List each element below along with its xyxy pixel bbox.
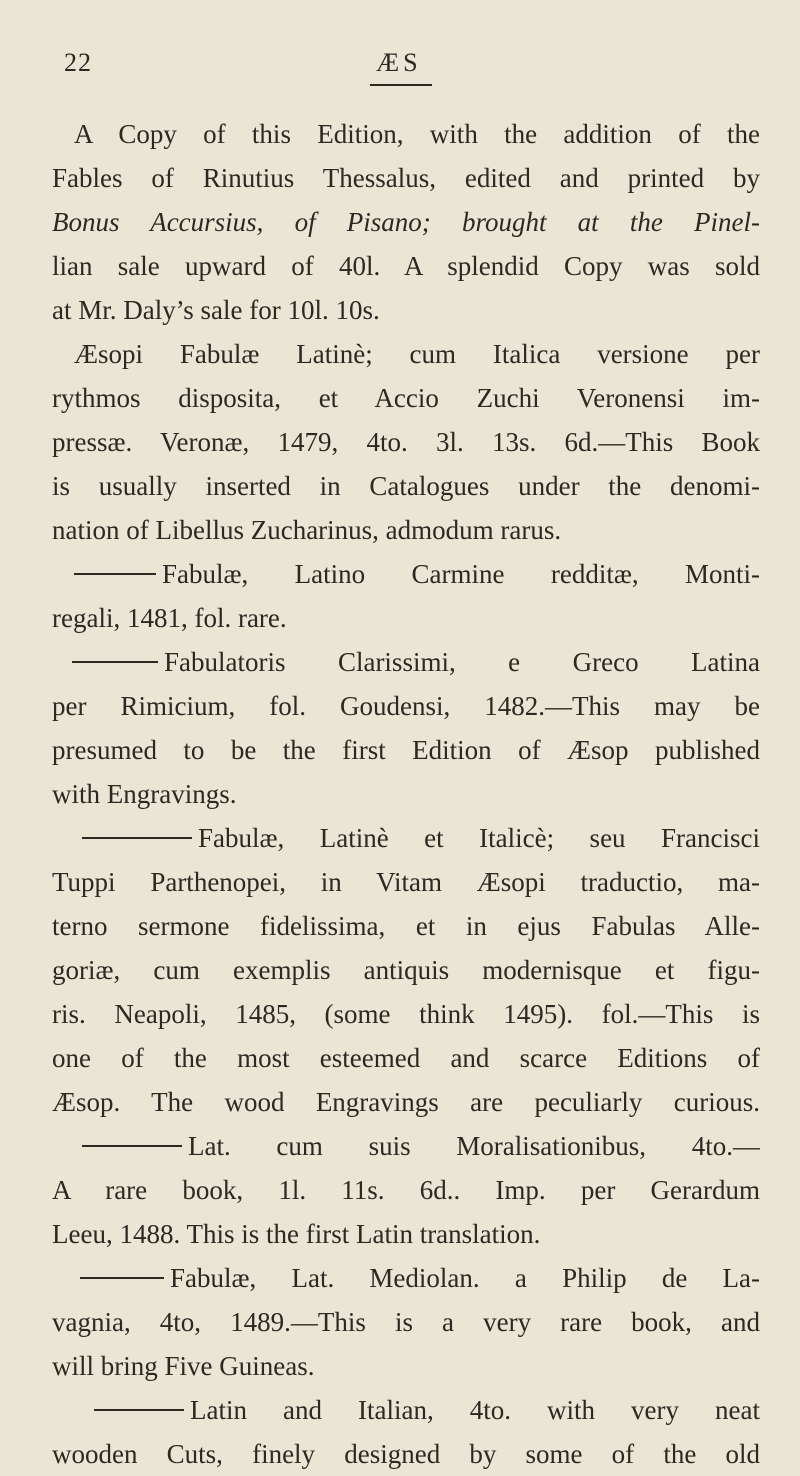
text-line: Latin and Italian, 4to. with very neat (52, 1388, 760, 1432)
text-line: Fables of Rinutius Thessalus, edited and printed by (52, 163, 760, 193)
text-line: lian sale upward of 40l. A splendid Copy was sold (52, 251, 760, 281)
page-number: 22 (64, 48, 92, 77)
text-line: rythmos disposita, et Accio Zuchi Veronensi im- (52, 383, 760, 413)
text-line: per Rimicium, fol. Goudensi, 1482.—This may be (52, 691, 760, 721)
text-line: with Engravings. (52, 779, 237, 809)
text-line: at Mr. Daly’s sale for 10l. 10s. (52, 295, 380, 325)
text-line: wooden Cuts, finely designed by some of the old (52, 1439, 760, 1469)
text-line: Fabulæ, Latino Carmine redditæ, Monti- (52, 552, 760, 596)
text-line: terno sermone fidelissima, et in ejus Fabulas Alle- (52, 911, 760, 941)
running-head: ÆS (376, 48, 422, 77)
text-line: will bring Five Guineas. (52, 1351, 315, 1381)
text-line: nation of Libellus Zucharinus, admodum rarus. (52, 515, 562, 545)
text-line: Bonus Accursius, of Pisano; brought at the Pinel- (52, 207, 760, 237)
text-line: Leeu, 1488. This is the first Latin translation. (52, 1219, 541, 1249)
ditto-dash (80, 1277, 164, 1279)
body-text (52, 112, 760, 1476)
text-line: Æsopi Fabulæ Latinè; cum Italica versione per (74, 339, 760, 369)
ditto-dash (74, 573, 156, 575)
text-line: goriæ, cum exemplis antiquis modernisque et figu- (52, 955, 760, 985)
text-line: Æsop. The wood Engravings are peculiarly curious. (52, 1087, 760, 1117)
ditto-dash (94, 1409, 184, 1411)
text-line: Tuppi Parthenopei, in Vitam Æsopi traductio, ma- (52, 867, 760, 897)
text-line: A rare book, 1l. 11s. 6d.. Imp. per Gerardum (52, 1175, 760, 1205)
page-header (64, 48, 754, 88)
text-line: Fabulæ, Latinè et Italicè; seu Francisci (52, 816, 760, 860)
text-line: vagnia, 4to, 1489.—This is a very rare book, and (52, 1307, 760, 1337)
ditto-dash (82, 837, 192, 839)
text-line: presumed to be the first Edition of Æsop published (52, 735, 760, 765)
text-line: Lat. cum suis Moralisationibus, 4to.— (52, 1124, 760, 1168)
text-line: regali, 1481, fol. rare. (52, 603, 287, 633)
text-line: one of the most esteemed and scarce Editions of (52, 1043, 760, 1073)
text-line: Fabulæ, Lat. Mediolan. a Philip de La- (52, 1256, 760, 1300)
text-line: Fabulatoris Clarissimi, e Greco Latina (52, 640, 760, 684)
ditto-dash (72, 661, 158, 663)
text-line: pressæ. Veronæ, 1479, 4to. 3l. 13s. 6d.—This Book (52, 427, 760, 457)
header-rule (370, 84, 432, 86)
text-line: A Copy of this Edition, with the addition of the (74, 119, 760, 149)
text-line: is usually inserted in Catalogues under the denomi- (52, 471, 760, 501)
text-line: ris. Neapoli, 1485, (some think 1495). fol.—This is (52, 999, 760, 1029)
ditto-dash (82, 1145, 182, 1147)
